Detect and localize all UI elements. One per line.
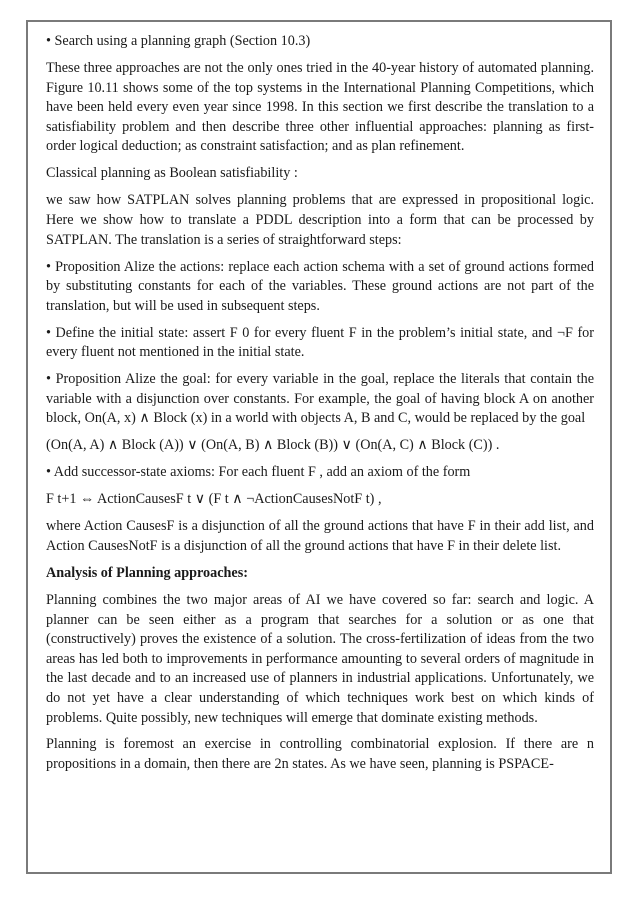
paragraph-planning-combines: Planning combines the two major areas of AI we have covered so far: search and logic. A planner can be seen either as a program that searches for a solution or as one that (constructively) proves the existence of a solution. The cross-fertilization of ideas from the two areas has led both to improvements in performance amounting to several orders of magnitude in the last decade and to an increased use of planners in industrial applications. Unfortunately, we do not yet have a clear understanding of which techniques work best on which kinds of problems. Quite possibly, new techniques will emerge that dominate existing methods.	[46, 591, 594, 726]
bullet-successor-state-axioms: • Add successor-state axioms: For each fluent F , add an axiom of the form	[46, 464, 471, 481]
bullet-define-initial-state: • Define the initial state: assert F 0 for every fluent F in the problem’s initial state, and ¬F for every fluent not mentioned in the initial state.	[46, 324, 594, 361]
paragraph-combinatorial-explosion: Planning is foremost an exercise in controlling combinatorial explosion. If there are n propositions in a domain, then there are 2n states. As we have seen, planning is PSPACE-	[46, 736, 594, 773]
bullet-propositionalize-goal: • Proposition Alize the goal: for every variable in the goal, replace the literals that contain the variable with a disjunction over constants. For example, the goal of having block A on another block, On(A, x) ∧ Block (x) in a world with objects A, B and C, would be replaced by the goal	[46, 371, 594, 427]
paragraph-satplan-translation: we saw how SATPLAN solves planning problems that are expressed in propositional logic. Here we show how to translate a PDDL description into a form that can be processed by SATPLAN. The translation is a series of straightforward steps:	[46, 192, 594, 248]
paragraph-three-approaches: These three approaches are not the only ones tried in the 40-year history of automated planning. Figure 10.11 shows some of the top systems in the International Planning Competitions, which have been held every even year since 1998. In this section we first describe the translation to a satisfiability problem and then describe three other influential approaches: planning as first-order logical deduction; as constraint satisfaction; and as plan refinement.	[46, 59, 594, 155]
formula-successor-state-axiom: F t+1 ⇔ ActionCausesF t ∨ (F t ∧ ¬ActionCausesNotF t) ,	[46, 491, 382, 508]
document-body	[46, 32, 594, 782]
bullet-search-planning-graph: • Search using a planning graph (Section 10.3)	[46, 33, 311, 49]
subheading-classical-planning-sat: Classical planning as Boolean satisfiability :	[46, 165, 298, 182]
formula-goal-disjunction: (On(A, A) ∧ Block (A)) ∨ (On(A, B) ∧ Block (B)) ∨ (On(A, C) ∧ Block (C)) .	[46, 437, 500, 454]
paragraph-action-causes-definition: where Action CausesF is a disjunction of all the ground actions that have F in their add list, and Action CausesNotF is a disjunction of all the ground actions that have F in their delete list.	[46, 518, 594, 554]
bullet-propositionalize-actions: • Proposition Alize the actions: replace each action schema with a set of ground actions formed by substituting constants for each of the variables. These ground actions are not part of the translation, but will be used in subsequent steps.	[46, 258, 594, 314]
page-frame	[26, 20, 612, 874]
section-heading-analysis: Analysis of Planning approaches:	[46, 564, 248, 581]
